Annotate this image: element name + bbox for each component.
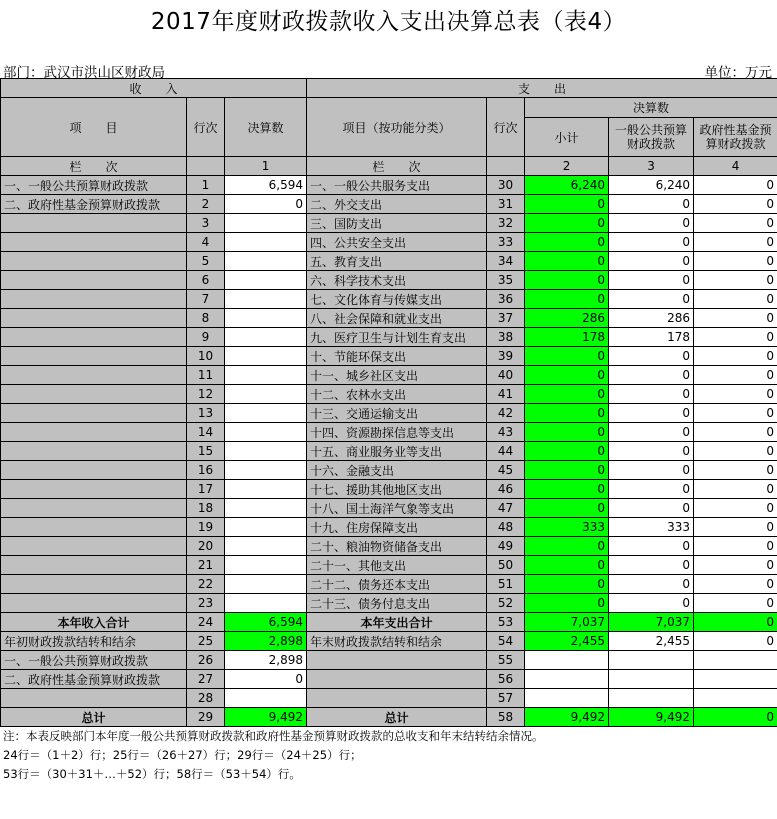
expense-row-no: 41 — [487, 385, 525, 404]
expense-fund: 0 — [694, 556, 777, 575]
expense-fund: 0 — [694, 480, 777, 499]
expense-fund: 0 — [694, 537, 777, 556]
expense-general: 333 — [609, 518, 694, 537]
expense-row-no: 37 — [487, 309, 525, 328]
expense-general: 0 — [609, 366, 694, 385]
income-row-no: 6 — [187, 271, 225, 290]
expense-fund: 0 — [694, 385, 777, 404]
income-row-no: 22 — [187, 575, 225, 594]
expense-subtotal: 0 — [525, 594, 609, 613]
income-item — [1, 252, 187, 271]
table-row — [1, 290, 777, 309]
expense-fund: 0 — [694, 271, 777, 290]
table-row — [1, 252, 777, 271]
expense-fund: 0 — [694, 233, 777, 252]
table-row — [1, 233, 777, 252]
expense-fund: 0 — [694, 575, 777, 594]
table-row — [1, 366, 777, 385]
income-amount-header: 决算数 — [225, 98, 307, 157]
expense-fund: 0 — [694, 461, 777, 480]
income-amount — [225, 423, 307, 442]
expense-subtotal: 0 — [525, 366, 609, 385]
income-item: 二、政府性基金预算财政拨款 — [1, 195, 187, 214]
expense-item: 十一、城乡社区支出 — [307, 366, 487, 385]
expense-subtotal: 0 — [525, 480, 609, 499]
table-row — [1, 271, 777, 290]
carry-end-fund: 0 — [694, 632, 777, 651]
table-row — [1, 328, 777, 347]
expense-fund: 0 — [694, 499, 777, 518]
expense-item: 十四、资源勘探信息等支出 — [307, 423, 487, 442]
expense-general: 0 — [609, 347, 694, 366]
expense-item: 二十一、其他支出 — [307, 556, 487, 575]
expense-row-no-header: 行次 — [487, 98, 525, 157]
income-amount — [225, 404, 307, 423]
expense-item: 四、公共安全支出 — [307, 233, 487, 252]
income-amount — [225, 480, 307, 499]
note-line: 24行＝（1＋2）行；25行＝（26＋27）行；29行＝（24＋25）行； — [3, 748, 362, 762]
expense-general: 0 — [609, 556, 694, 575]
expense-item: 六、科学技术支出 — [307, 271, 487, 290]
expense-general: 0 — [609, 195, 694, 214]
expense-item: 三、国防支出 — [307, 214, 487, 233]
income-row-no: 19 — [187, 518, 225, 537]
income-row-no: 16 — [187, 461, 225, 480]
expense-row-no: 30 — [487, 176, 525, 195]
expense-item: 九、医疗卫生与计划生育支出 — [307, 328, 487, 347]
expense-row-no: 31 — [487, 195, 525, 214]
expense-total-general: 7,037 — [609, 613, 694, 632]
income-item — [1, 328, 187, 347]
income-item — [1, 461, 187, 480]
extra-row-expense-no: 55 — [487, 651, 525, 670]
expense-item: 十七、援助其他地区支出 — [307, 480, 487, 499]
table-row — [1, 404, 777, 423]
income-item — [1, 214, 187, 233]
income-amount — [225, 594, 307, 613]
grand-total-general: 9,492 — [609, 708, 694, 727]
budget-table — [0, 78, 777, 727]
extra-row-amount: 2,898 — [225, 651, 307, 670]
expense-general: 178 — [609, 328, 694, 347]
expense-general: 0 — [609, 385, 694, 404]
income-item — [1, 575, 187, 594]
expense-fund: 0 — [694, 309, 777, 328]
expense-general: 0 — [609, 404, 694, 423]
extra-row-item: 一、一般公共预算财政拨款 — [1, 651, 187, 670]
income-amount — [225, 214, 307, 233]
expense-total-subtotal: 7,037 — [525, 613, 609, 632]
expense-general: 0 — [609, 594, 694, 613]
gov-fund-header: 政府性基金预算财政拨款 — [694, 118, 777, 157]
grand-total-amount: 9,492 — [225, 708, 307, 727]
expense-row-no: 32 — [487, 214, 525, 233]
expense-subtotal: 0 — [525, 499, 609, 518]
expense-subtotal: 0 — [525, 537, 609, 556]
income-amount: 0 — [225, 195, 307, 214]
income-row-no: 1 — [187, 176, 225, 195]
expense-row-no: 36 — [487, 290, 525, 309]
income-amount — [225, 233, 307, 252]
income-row-no: 15 — [187, 442, 225, 461]
expense-general: 0 — [609, 499, 694, 518]
expense-fund: 0 — [694, 594, 777, 613]
expense-total-row-no: 53 — [487, 613, 525, 632]
expense-row-no: 38 — [487, 328, 525, 347]
income-row-no: 4 — [187, 233, 225, 252]
income-item — [1, 347, 187, 366]
income-amount — [225, 328, 307, 347]
grand-total-subtotal: 9,492 — [525, 708, 609, 727]
expense-item: 二十三、债务付息支出 — [307, 594, 487, 613]
expense-item: 十九、住房保障支出 — [307, 518, 487, 537]
col-number-2: 2 — [525, 157, 609, 176]
expense-general: 0 — [609, 575, 694, 594]
expense-item: 一、一般公共服务支出 — [307, 176, 487, 195]
income-item-header: 项 目 — [1, 98, 187, 157]
income-amount: 6,594 — [225, 176, 307, 195]
income-item — [1, 594, 187, 613]
income-amount — [225, 461, 307, 480]
expense-subtotal: 0 — [525, 575, 609, 594]
expense-subtotal: 333 — [525, 518, 609, 537]
expense-general: 0 — [609, 233, 694, 252]
expense-item: 十八、国土海洋气象等支出 — [307, 499, 487, 518]
expense-total-fund: 0 — [694, 613, 777, 632]
expense-item-header: 项目（按功能分类） — [307, 98, 487, 157]
extra-row-no: 26 — [187, 651, 225, 670]
income-item — [1, 556, 187, 575]
meta-bar — [0, 44, 777, 81]
expense-row-no: 35 — [487, 271, 525, 290]
expense-row-no: 47 — [487, 499, 525, 518]
expense-fund: 0 — [694, 214, 777, 233]
carry-end-row-no: 54 — [487, 632, 525, 651]
expense-row-no: 49 — [487, 537, 525, 556]
income-amount — [225, 290, 307, 309]
income-item — [1, 537, 187, 556]
expense-general: 0 — [609, 271, 694, 290]
expense-subtotal: 0 — [525, 252, 609, 271]
expense-item: 八、社会保障和就业支出 — [307, 309, 487, 328]
income-amount — [225, 518, 307, 537]
expense-amount-header: 决算数 — [525, 98, 777, 118]
income-amount — [225, 271, 307, 290]
income-row-no: 14 — [187, 423, 225, 442]
table-row — [1, 518, 777, 537]
extra-row-no: 27 — [187, 670, 225, 689]
grand-total-row-no-right: 58 — [487, 708, 525, 727]
extra-row-no: 28 — [187, 689, 225, 708]
income-item — [1, 404, 187, 423]
expense-fund: 0 — [694, 366, 777, 385]
expense-subtotal: 6,240 — [525, 176, 609, 195]
expense-subtotal: 0 — [525, 423, 609, 442]
carry-begin-amount: 2,898 — [225, 632, 307, 651]
income-row-no: 13 — [187, 404, 225, 423]
carry-end-subtotal: 2,455 — [525, 632, 609, 651]
income-amount — [225, 347, 307, 366]
expense-fund: 0 — [694, 442, 777, 461]
extra-row-amount — [225, 689, 307, 708]
income-row-no: 8 — [187, 309, 225, 328]
expense-row-no: 42 — [487, 404, 525, 423]
expense-subtotal: 286 — [525, 309, 609, 328]
income-amount — [225, 366, 307, 385]
income-amount — [225, 575, 307, 594]
income-row-no: 3 — [187, 214, 225, 233]
expense-subtotal: 0 — [525, 271, 609, 290]
expense-general: 0 — [609, 290, 694, 309]
expense-fund: 0 — [694, 423, 777, 442]
income-amount — [225, 499, 307, 518]
expense-subtotal: 0 — [525, 214, 609, 233]
expense-general: 6,240 — [609, 176, 694, 195]
grand-total-row-no: 29 — [187, 708, 225, 727]
income-amount — [225, 385, 307, 404]
expense-fund: 0 — [694, 328, 777, 347]
unit-label: 单位：万元 — [704, 65, 772, 81]
income-total-row-no: 24 — [187, 613, 225, 632]
expense-item: 十、节能环保支出 — [307, 347, 487, 366]
expense-item: 二十、粮油物资储备支出 — [307, 537, 487, 556]
expense-item: 十六、金融支出 — [307, 461, 487, 480]
table-row — [1, 556, 777, 575]
expense-row-no: 46 — [487, 480, 525, 499]
carry-begin-row-no: 25 — [187, 632, 225, 651]
expense-general: 0 — [609, 214, 694, 233]
income-amount — [225, 309, 307, 328]
general-budget-header: 一般公共预算财政拨款 — [609, 118, 694, 157]
expense-general: 286 — [609, 309, 694, 328]
col-label-left: 栏 次 — [1, 157, 187, 176]
income-row-no: 12 — [187, 385, 225, 404]
table-row — [1, 385, 777, 404]
expense-general: 0 — [609, 480, 694, 499]
expense-total-label: 本年支出合计 — [307, 613, 487, 632]
income-row-no: 21 — [187, 556, 225, 575]
income-row-no: 20 — [187, 537, 225, 556]
income-amount — [225, 537, 307, 556]
expense-row-no: 39 — [487, 347, 525, 366]
table-row — [1, 461, 777, 480]
extra-row-item: 二、政府性基金预算财政拨款 — [1, 670, 187, 689]
income-item — [1, 499, 187, 518]
grand-total-fund: 0 — [694, 708, 777, 727]
extra-row-amount: 0 — [225, 670, 307, 689]
note-line: 53行＝（30＋31＋…＋52）行；58行＝（53＋54）行。 — [3, 767, 301, 781]
income-item — [1, 271, 187, 290]
income-row-no: 10 — [187, 347, 225, 366]
income-row-no: 23 — [187, 594, 225, 613]
table-row — [1, 575, 777, 594]
income-header: 收 入 — [1, 79, 307, 98]
income-row-no: 5 — [187, 252, 225, 271]
col-label-right: 栏 次 — [307, 157, 487, 176]
expense-row-no: 40 — [487, 366, 525, 385]
page-title: 2017年度财政拨款收入支出决算总表（表4） — [150, 9, 627, 35]
expense-fund: 0 — [694, 176, 777, 195]
expense-item: 二、外交支出 — [307, 195, 487, 214]
expense-row-no: 43 — [487, 423, 525, 442]
expense-general: 0 — [609, 461, 694, 480]
income-row-no: 9 — [187, 328, 225, 347]
income-amount — [225, 556, 307, 575]
income-amount — [225, 442, 307, 461]
table-row — [1, 214, 777, 233]
table-row — [1, 499, 777, 518]
expense-row-no: 48 — [487, 518, 525, 537]
income-item — [1, 290, 187, 309]
income-item — [1, 442, 187, 461]
income-item — [1, 366, 187, 385]
extra-row-expense-no: 56 — [487, 670, 525, 689]
expense-general: 0 — [609, 252, 694, 271]
expense-row-no: 34 — [487, 252, 525, 271]
expense-general: 0 — [609, 423, 694, 442]
table-row — [1, 423, 777, 442]
expense-subtotal: 0 — [525, 556, 609, 575]
income-total-amount: 6,594 — [225, 613, 307, 632]
table-row — [1, 347, 777, 366]
table-row — [1, 176, 777, 195]
income-total-label: 本年收入合计 — [1, 613, 187, 632]
income-item — [1, 309, 187, 328]
expense-item: 五、教育支出 — [307, 252, 487, 271]
table-row — [1, 442, 777, 461]
extra-row-expense-no: 57 — [487, 689, 525, 708]
expense-row-no: 51 — [487, 575, 525, 594]
expense-fund: 0 — [694, 252, 777, 271]
income-amount — [225, 252, 307, 271]
income-row-no: 11 — [187, 366, 225, 385]
expense-row-no: 50 — [487, 556, 525, 575]
income-row-no: 7 — [187, 290, 225, 309]
expense-subtotal: 0 — [525, 461, 609, 480]
col-number-1: 1 — [225, 157, 307, 176]
expense-item: 七、文化体育与传媒支出 — [307, 290, 487, 309]
expense-item: 二十二、债务还本支出 — [307, 575, 487, 594]
subtotal-header: 小计 — [525, 118, 609, 157]
expense-subtotal: 0 — [525, 442, 609, 461]
income-item — [1, 480, 187, 499]
expense-fund: 0 — [694, 518, 777, 537]
expense-general: 0 — [609, 537, 694, 556]
income-item — [1, 518, 187, 537]
expense-row-no: 33 — [487, 233, 525, 252]
expense-row-no: 44 — [487, 442, 525, 461]
grand-total-label: 总计 — [1, 708, 187, 727]
table-row — [1, 594, 777, 613]
note-line: 注：本表反映部门本年度一般公共预算财政拨款和政府性基金预算财政拨款的总收支和年末结转结余情况。 — [3, 729, 544, 743]
carry-begin-label: 年初财政拨款结转和结余 — [1, 632, 187, 651]
expense-subtotal: 178 — [525, 328, 609, 347]
expense-header: 支 出 — [307, 79, 777, 98]
expense-subtotal: 0 — [525, 290, 609, 309]
income-row-no: 17 — [187, 480, 225, 499]
table-row — [1, 309, 777, 328]
expense-item: 十五、商业服务业等支出 — [307, 442, 487, 461]
income-item — [1, 423, 187, 442]
income-row-no: 2 — [187, 195, 225, 214]
table-row — [1, 195, 777, 214]
extra-row-item — [1, 689, 187, 708]
carry-end-label: 年末财政拨款结转和结余 — [307, 632, 487, 651]
carry-end-general: 2,455 — [609, 632, 694, 651]
expense-subtotal: 0 — [525, 233, 609, 252]
expense-row-no: 45 — [487, 461, 525, 480]
income-item — [1, 385, 187, 404]
expense-fund: 0 — [694, 347, 777, 366]
income-item: 一、一般公共预算财政拨款 — [1, 176, 187, 195]
expense-fund: 0 — [694, 404, 777, 423]
grand-total-label-right: 总计 — [307, 708, 487, 727]
expense-subtotal: 0 — [525, 404, 609, 423]
expense-item: 十三、交通运输支出 — [307, 404, 487, 423]
col-number-4: 4 — [694, 157, 777, 176]
income-row-no-header: 行次 — [187, 98, 225, 157]
income-item — [1, 233, 187, 252]
expense-general: 0 — [609, 442, 694, 461]
expense-subtotal: 0 — [525, 385, 609, 404]
expense-row-no: 52 — [487, 594, 525, 613]
expense-item: 十二、农林水支出 — [307, 385, 487, 404]
department-label: 部门：武汉市洪山区财政局 — [3, 65, 165, 81]
expense-subtotal: 0 — [525, 347, 609, 366]
expense-fund: 0 — [694, 195, 777, 214]
table-row — [1, 537, 777, 556]
col-number-3: 3 — [609, 157, 694, 176]
income-row-no: 18 — [187, 499, 225, 518]
expense-fund: 0 — [694, 290, 777, 309]
expense-subtotal: 0 — [525, 195, 609, 214]
table-row — [1, 480, 777, 499]
